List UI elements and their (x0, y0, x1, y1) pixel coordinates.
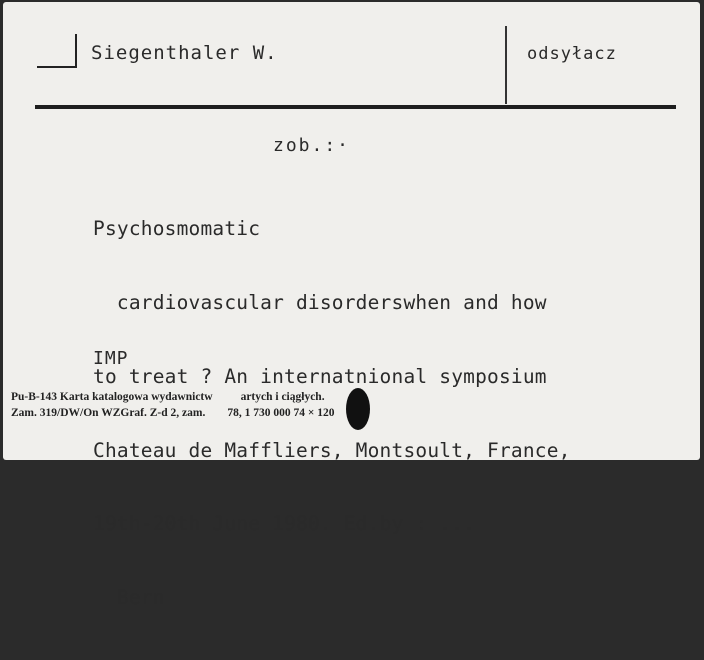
footer-line-1-left: Pu-B-143 Karta katalogowa wydawnictw (11, 391, 213, 403)
footer-line-2-right: 78, 1 730 000 74 × 120 (227, 407, 335, 419)
referral-label: odsyłacz (527, 44, 617, 64)
collection-code: IMP (93, 348, 129, 369)
punch-hole (346, 388, 370, 430)
description-line: Chateau de Maffliers, Montsoult, France, (93, 438, 571, 462)
corner-mark-horizontal (37, 66, 77, 68)
description-line: to treat ? An internatnional symposium (93, 364, 547, 388)
description-line: Psychosmomatic (93, 217, 261, 241)
catalog-card (3, 2, 700, 610)
header-rule (35, 105, 676, 109)
description-line: Bern (93, 586, 165, 610)
description-line: 19th-20th June 1980. Ed.by : ... (93, 512, 476, 536)
footer-line-1-right: artych i ciągłych. (240, 391, 325, 403)
footer-line-2-left: Zam. 319/DW/On WZGraf. Z-d 2, zam. (11, 407, 206, 419)
see-also-label: zob.:· (273, 135, 351, 156)
corner-mark-vertical (75, 34, 77, 68)
card-printer-footer (11, 389, 335, 421)
header-divider (505, 26, 507, 104)
description-line: cardiovascular disorderswhen and how (93, 290, 547, 314)
footer-line-2 (11, 405, 335, 421)
author-heading: Siegenthaler W. (91, 42, 278, 64)
footer-line-1 (11, 389, 335, 405)
